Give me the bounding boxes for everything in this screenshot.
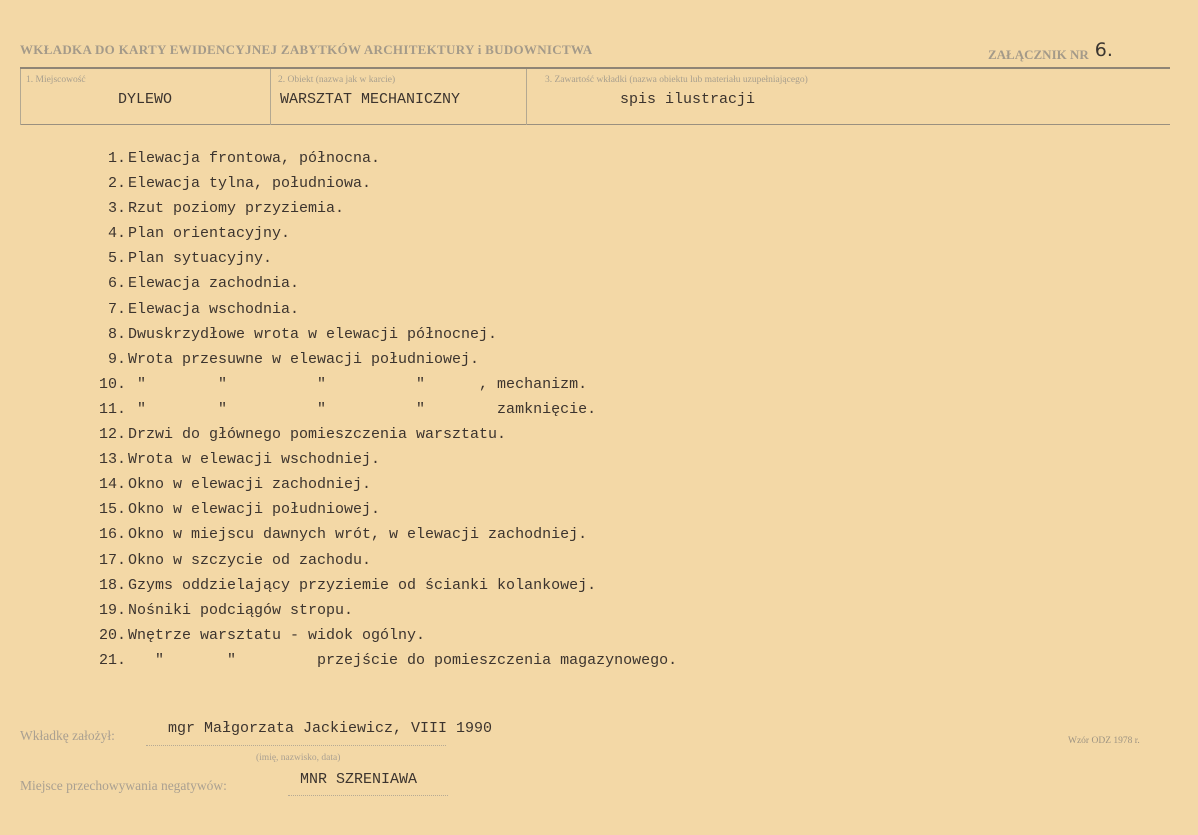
item-number: 11.: [98, 400, 126, 418]
content-label: 3. Zawartość wkładki (nazwa obiektu lub materiału uzupełniającego): [545, 75, 808, 85]
list-item: [88, 623, 677, 648]
list-item: [88, 372, 677, 397]
item-text: " " " " zamknięcie.: [128, 400, 597, 418]
list-item: [88, 146, 677, 171]
storage-line: [288, 795, 448, 796]
list-item: [88, 246, 677, 271]
field-divider-2: [270, 69, 271, 125]
item-number: 15.: [98, 501, 126, 519]
item-text: Nośniki podciągów stropu.: [128, 601, 354, 619]
item-number: 17.: [98, 551, 126, 569]
illustration-list: [88, 146, 677, 673]
author-line: [146, 745, 446, 746]
header-rule-bottom: [20, 124, 1170, 125]
list-item: [88, 472, 677, 497]
item-text: Elewacja tylna, południowa.: [128, 175, 372, 193]
item-number: 9.: [107, 350, 126, 368]
item-number: 12.: [98, 426, 126, 444]
list-item: [88, 573, 677, 598]
list-item: [88, 648, 677, 673]
list-item: [88, 171, 677, 196]
header-rule-top: [20, 67, 1170, 69]
list-item: [88, 548, 677, 573]
item-text: Elewacja frontowa, północna.: [128, 150, 381, 167]
item-text: Plan sytuacyjny.: [128, 250, 273, 268]
field-divider-3: [526, 69, 527, 125]
item-number: 4.: [107, 225, 126, 243]
list-item: [88, 322, 677, 347]
list-item: [88, 522, 677, 547]
item-number: 18.: [98, 576, 126, 594]
item-text: Wrota przesuwne w elewacji południowej.: [128, 350, 480, 368]
item-number: 8.: [107, 325, 126, 343]
item-text: Okno w elewacji południowej.: [128, 501, 381, 519]
item-text: Plan orientacyjny.: [128, 225, 291, 243]
item-text: Elewacja wschodnia.: [128, 300, 300, 318]
item-text: Rzut poziomy przyziemia.: [128, 200, 345, 218]
item-text: " " " " , mechanizm.: [128, 375, 588, 393]
storage-value: MNR SZRENIAWA: [300, 771, 418, 788]
item-number: 21.: [98, 651, 126, 669]
form-id: Wzór ODZ 1978 r.: [1068, 736, 1140, 746]
content-value: spis ilustracji: [620, 91, 756, 108]
item-number: 2.: [107, 175, 126, 193]
list-item: [88, 397, 677, 422]
storage-label: Miejsce przechowywania negatywów:: [20, 778, 227, 793]
item-number: 20.: [98, 626, 126, 644]
item-number: 19.: [98, 601, 126, 619]
object-value: WARSZTAT MECHANICZNY: [280, 91, 461, 108]
item-number: 14.: [98, 476, 126, 494]
item-number: 16.: [98, 526, 126, 544]
place-label: 1. Miejscowość: [26, 75, 86, 85]
item-number: 10.: [98, 375, 126, 393]
list-item: [88, 347, 677, 372]
list-item: [88, 598, 677, 623]
item-number: 3.: [107, 200, 126, 218]
item-text: Okno w miejscu dawnych wrót, w elewacji zachodniej.: [128, 526, 588, 544]
item-text: " " przejście do pomieszczenia magazynowego.: [128, 651, 678, 669]
card-title: WKŁADKA DO KARTY EWIDENCYJNEJ ZABYTKÓW ARCHITEKTURY i BUDOWNICTWA: [20, 42, 593, 57]
item-text: Wrota w elewacji wschodniej.: [128, 451, 381, 469]
list-item: [88, 297, 677, 322]
item-number: 7.: [107, 300, 126, 318]
item-number: 6.: [107, 275, 126, 293]
list-item: [88, 497, 677, 522]
attachment-number: 6.: [1094, 39, 1113, 61]
author-value: mgr Małgorzata Jackiewicz, VIII 1990: [168, 720, 493, 737]
list-item: [88, 447, 677, 472]
item-text: Elewacja zachodnia.: [128, 275, 300, 293]
list-item: [88, 422, 677, 447]
list-item: [88, 221, 677, 246]
item-text: Gzyms oddzielający przyziemie od ścianki kolankowej.: [128, 576, 597, 594]
list-item: [88, 196, 677, 221]
attachment-label: [988, 39, 1113, 64]
item-number: 1.: [107, 150, 126, 167]
author-sublabel: (imię, nazwisko, data): [256, 753, 341, 763]
list-item: [88, 271, 677, 296]
author-label: Wkładkę założył:: [20, 728, 115, 743]
item-number: 13.: [98, 451, 126, 469]
item-text: Wnętrze warsztatu - widok ogólny.: [128, 626, 426, 644]
item-text: Okno w elewacji zachodniej.: [128, 476, 372, 494]
item-text: Okno w szczycie od zachodu.: [128, 551, 372, 569]
field-divider-1: [20, 69, 21, 125]
object-label: 2. Obiekt (nazwa jak w karcie): [278, 75, 396, 85]
item-text: Drzwi do głównego pomieszczenia warsztatu.: [128, 426, 507, 444]
attachment-label-text: ZAŁĄCZNIK NR: [988, 47, 1089, 62]
item-number: 5.: [107, 250, 126, 268]
place-value: DYLEWO: [118, 91, 173, 108]
item-text: Dwuskrzydłowe wrota w elewacji północnej.: [128, 325, 498, 343]
